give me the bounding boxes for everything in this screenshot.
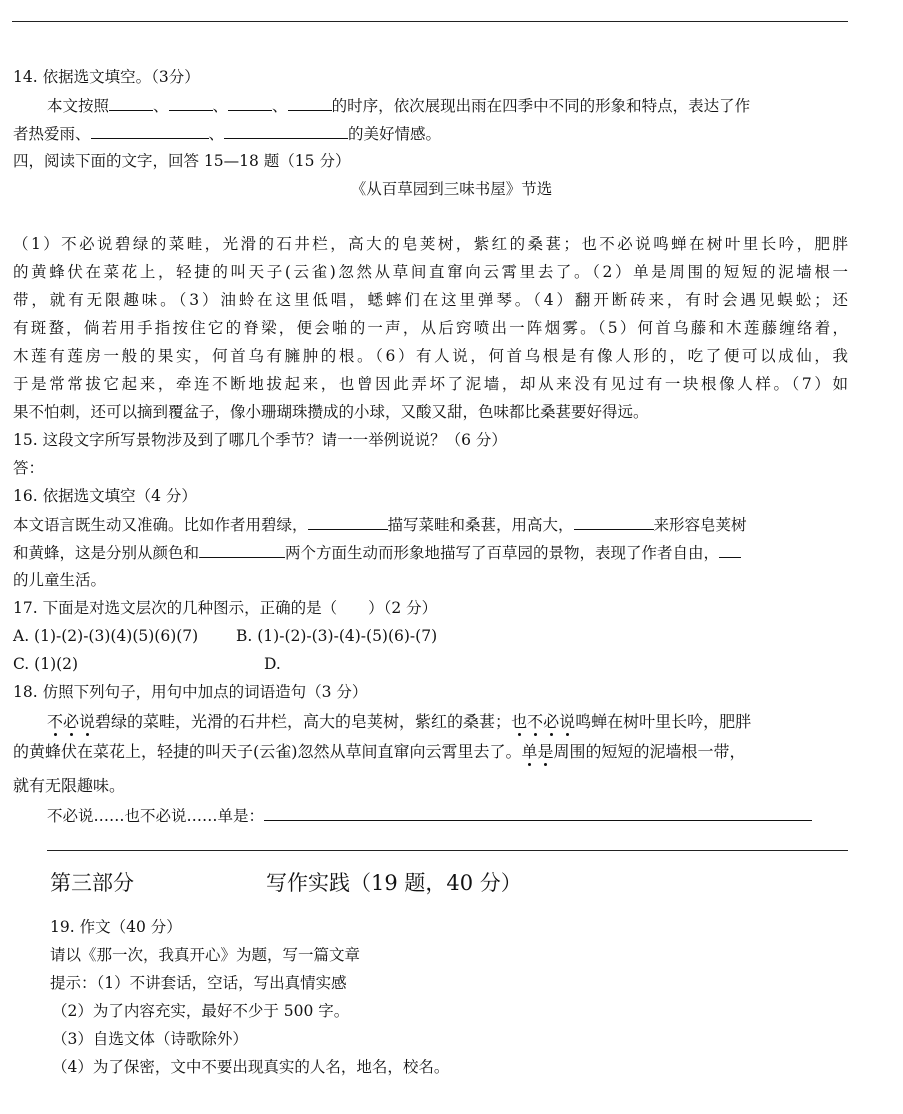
q17-option-b[interactable]: B. (1)-(2)-(3)-(4)-(5)(6)-(7) xyxy=(236,627,438,645)
q19-prompt: 请以《那一次，我真开心》为题，写一篇文章 xyxy=(50,946,361,964)
passage-line-4: 有斑蝥，倘若用手指按住它的脊梁，便会啪的一声，从后窍喷出一阵烟雾。（5）何首乌藤和木莲藤缠络着， xyxy=(13,319,848,337)
top-rule xyxy=(12,21,848,22)
passage-line-1: （1）不必说碧绿的菜畦，光滑的石井栏，高大的皂荚树，紫红的桑葚；也不必说鸣蝉在树叶里长吟，肥胖 xyxy=(13,235,848,253)
q14-blank-4[interactable] xyxy=(288,95,332,111)
passage-line-2: 的黄蜂伏在菜花上，轻捷的叫天子(云雀)忽然从草间直窜向云霄里去了。（2）单是周围的短短的泥墙根一 xyxy=(13,263,848,281)
q16-blank-3[interactable] xyxy=(199,542,285,558)
q14-blank-6[interactable] xyxy=(224,123,348,139)
q17-question: 17. 下面是对选文层次的几种图示，正确的是（ ）（2 分） xyxy=(13,599,438,617)
q16-line2: 和黄蜂，这是分别从颜色和 两个方面生动而形象地描写了百草园的景物，表现了作者自由， xyxy=(13,542,741,563)
q16-blank-1[interactable] xyxy=(308,514,388,530)
q16-blank-4[interactable] xyxy=(719,542,741,558)
q18-sentence-2: 的黄蜂伏在菜花上，轻捷的叫天子(云雀)忽然从草间直窜向云霄里去了。单是周围的短短的泥墙根一带， xyxy=(13,742,746,761)
passage-title: 《从百草园到三味书屋》节选 xyxy=(350,180,553,198)
part3-title: 写作实践（19 题，40 分） xyxy=(266,871,522,895)
passage-line-3: 带，就有无限趣味。（3）油蛉在这里低唱，蟋蟀们在这里弹琴。（4）翻开断砖来，有时会遇见蜈蚣；还 xyxy=(13,291,848,309)
q18-sentence-1: 不必说碧绿的菜畦，光滑的石井栏，高大的皂荚树，紫红的桑葚；也不必说鸣蝉在树叶里长吟，肥胖 xyxy=(47,712,752,731)
passage-line-6: 于是常常拔它起来，牵连不断地拔起来，也曾因此弄坏了泥墙，却从来没有见过有一块根像人样。（7）如 xyxy=(13,375,848,393)
q16-heading: 16. 依据选文填空（4 分） xyxy=(13,487,197,505)
q19-heading: 19. 作文（40 分） xyxy=(50,918,182,936)
passage-line-5: 木莲有莲房一般的果实，何首乌有臃肿的根。（6）有人说，何首乌根是有像人形的，吃了便可以成仙，我 xyxy=(13,347,848,365)
q14-blank-5[interactable] xyxy=(91,123,209,139)
part3-label: 第三部分 xyxy=(50,871,134,895)
q15-answer-label: 答： xyxy=(13,459,45,477)
section4-heading: 四，阅读下面的文字，回答 15—18 题（15 分） xyxy=(13,152,351,170)
q18-answer-line: 不必说……也不必说……单是： xyxy=(47,805,812,826)
q14-heading: 14. 依据选文填空。（3分） xyxy=(13,68,200,86)
q18-answer-blank[interactable] xyxy=(264,805,812,821)
q15-question: 15. 这段文字所写景物涉及到了哪几个季节？请一一举例说说？（6 分） xyxy=(13,431,507,449)
q19-tip-1: 提示：（1）不讲套话，空话，写出真情实感 xyxy=(50,974,347,992)
q14-blank-3[interactable] xyxy=(228,95,272,111)
q17-option-d[interactable]: D. xyxy=(264,655,281,673)
q14-blank-2[interactable] xyxy=(169,95,213,111)
q19-tip-4: （4）为了保密，文中不要出现真实的人名，地名，校名。 xyxy=(52,1058,450,1076)
q14-line1: 本文按照 、 、 、 的时序，依次展现出雨在四季中不同的形象和特点，表达了作 xyxy=(47,97,751,115)
q16-blank-2[interactable] xyxy=(574,514,654,530)
q19-tip-2: （2）为了内容充实，最好不少于 500 字。 xyxy=(52,1002,350,1020)
q14-line2: 者热爱雨、 、 的美好情感。 xyxy=(13,125,442,143)
q16-line1: 本文语言既生动又准确。比如作者用碧绿， 描写菜畦和桑葚，用高大， 来形容皂荚树 xyxy=(13,516,747,534)
passage-line-7: 果不怕刺，还可以摘到覆盆子，像小珊瑚珠攒成的小球，又酸又甜，色味都比桑葚要好得远。 xyxy=(13,403,649,421)
part3-rule xyxy=(47,850,848,851)
q16-line3: 的儿童生活。 xyxy=(13,571,107,589)
q19-tip-3: （3）自选文体（诗歌除外） xyxy=(52,1030,248,1048)
q18-sentence-3: 就有无限趣味。 xyxy=(13,776,126,795)
q17-option-c[interactable]: C. (1)(2) xyxy=(13,655,79,673)
q18-question: 18. 仿照下列句子，用句中加点的词语造句（3 分） xyxy=(13,683,368,701)
q14-blank-1[interactable] xyxy=(109,95,153,111)
q17-option-a[interactable]: A. (1)-(2)-(3)(4)(5)(6)(7) xyxy=(13,627,199,645)
